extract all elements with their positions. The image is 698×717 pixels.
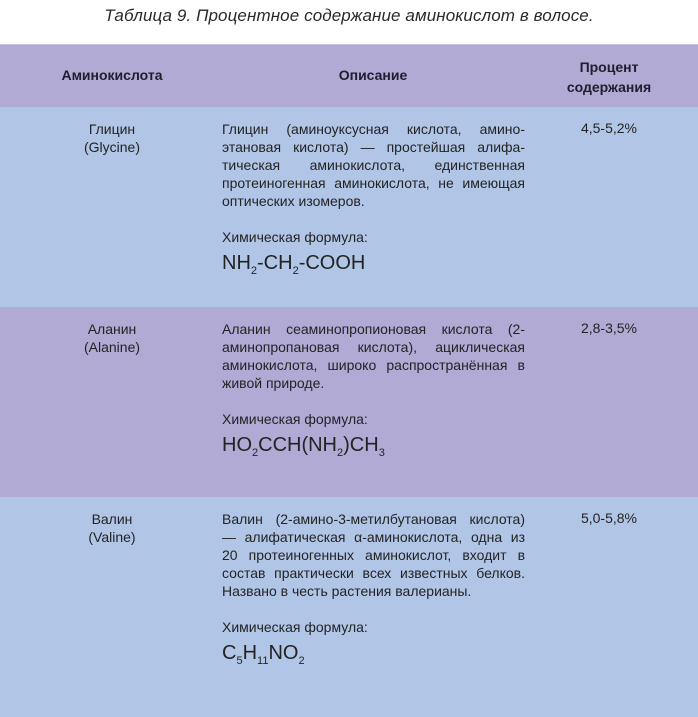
formula-subscript: 2 [298, 655, 305, 667]
description-cell [222, 320, 525, 458]
header-percent [540, 57, 678, 97]
formula-label: Химическая формула: [222, 411, 368, 427]
formula-subscript: 5 [236, 655, 243, 667]
header-percent-line2: содержания [566, 79, 652, 95]
chemical-formula [222, 250, 525, 276]
description-text: Аланин сеаминопропионовая кислота (2-аминопропановая кислота), ациклическая аминокислота, широко распространённая в живой природе. [222, 321, 525, 391]
formula-text: NO [268, 642, 299, 664]
percent-value: 2,8-3,5% [580, 320, 638, 336]
formula-subscript: 2 [292, 265, 299, 277]
header-percent-line1: Процент [579, 59, 639, 75]
table-caption: Таблица 9. Процентное содержание аминокислот в волосе. [104, 6, 594, 25]
description-cell [222, 510, 525, 666]
table-row [0, 307, 698, 497]
formula-text: -CH [257, 252, 293, 274]
formula-text: -COOH [298, 252, 366, 274]
formula-text: NH [222, 252, 251, 274]
amino-acid-name [0, 510, 224, 546]
table-row [0, 107, 698, 307]
name-en: (Valine) [88, 529, 136, 545]
percent-value: 4,5-5,2% [580, 120, 638, 136]
chemical-formula [222, 640, 525, 666]
chemical-formula [222, 432, 525, 458]
table-row [0, 497, 698, 717]
name-ru: Аланин [87, 321, 137, 337]
name-en: (Alanine) [83, 339, 141, 355]
header-amino-acid: Аминокислота [61, 67, 163, 83]
formula-text: C [222, 642, 237, 664]
formula-text: HO [222, 434, 252, 456]
formula-text: H [242, 642, 258, 664]
name-en: (Glycine) [83, 139, 140, 155]
amino-acid-name [0, 320, 224, 356]
formula-subscript: 2 [250, 265, 258, 277]
description-text: Глицин (аминоуксусная кислота, аминоэтановая кислота) — простейшая алифатическая аминокислота, единственная протеиногенная аминокислота, не имеющая оптических изомеров. [222, 121, 525, 209]
formula-subscript: 2 [252, 447, 259, 459]
description-text: Валин (2-амино-3-метилбутановая кислота) — алифатическая α-аминокислота, одна из 20 протеиногенных аминокислот, входит в состав практически всех известных белков. Названо в честь растения валерианы. [222, 511, 525, 599]
name-ru: Валин [91, 511, 133, 527]
formula-label: Химическая формула: [222, 619, 368, 635]
name-ru: Глицин [88, 121, 136, 137]
formula-text: CCH(NH [258, 434, 338, 456]
table-header [0, 44, 698, 107]
formula-subscript: 11 [257, 655, 269, 667]
formula-subscript: 3 [378, 447, 385, 459]
formula-label: Химическая формула: [222, 229, 368, 245]
description-cell [222, 120, 525, 276]
amino-acid-name [0, 120, 224, 156]
formula-subscript: 2 [337, 447, 344, 459]
amino-acid-table [0, 44, 698, 717]
header-description: Описание [338, 67, 408, 83]
percent-value: 5,0-5,8% [580, 510, 638, 526]
formula-text: )CH [343, 434, 379, 456]
